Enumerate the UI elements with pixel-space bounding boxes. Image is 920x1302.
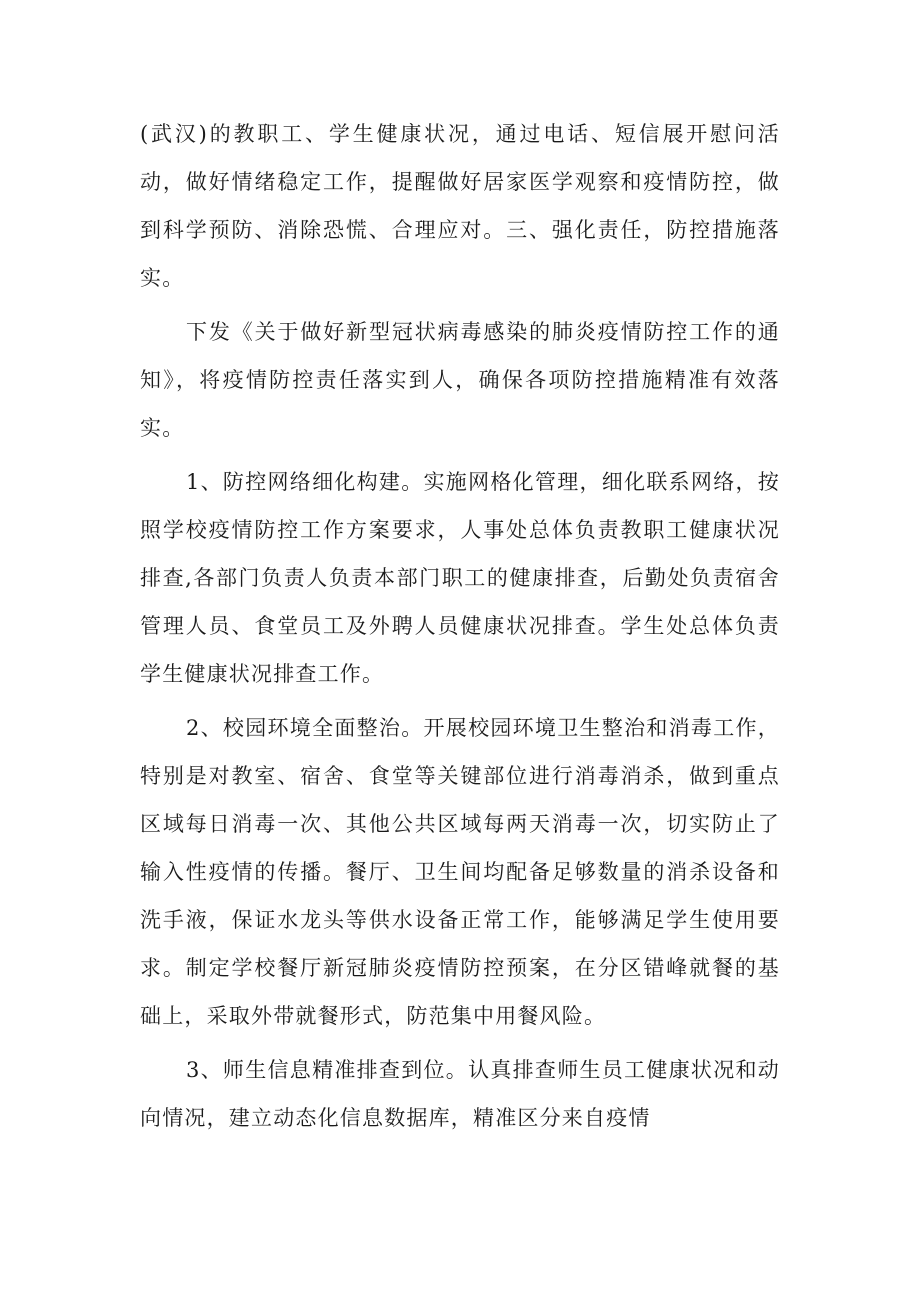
paragraph-2: 下发《关于做好新型冠状病毒感染的肺炎疫情防控工作的通知》，将疫情防控责任落实到人，确保各项防控措施精准有效落 实。 — [140, 320, 780, 440]
paragraph-4: 2、校园环境全面整治。开展校园环境卫生整治和消毒工作，特别是对教室、宿舍、食堂等关键部位进行消毒消杀，做到重点区域每日消毒一次、其他公共区域每两天消毒一次，切实防止了输入性疫情的传播。餐厅、卫生间均配备足够数量的消杀设备和洗手液，保证水龙头等供水设备正常工作，能够满足学生使用要求。制定学校餐厅新冠肺炎疫情防控预案，在分区错峰就餐的基础上，采取外带就餐形式，防范集中用餐风险。 — [140, 716, 780, 1028]
paragraph-5: 3、师生信息精准排查到位。认真排查师生员工健康状况和动向情况，建立动态化信息数据库，精准区分来自疫情 — [140, 1058, 780, 1130]
paragraph-1: (武汉)的教职工、学生健康状况，通过电话、短信展开慰问活动，做好情绪稳定工作，提醒做好居家医学观察和疫情防控，做到科学预防、消除恐慌、合理应对。三、强化责任，防控措施落实。 — [140, 122, 780, 290]
paragraph-3: 1、防控网络细化构建。实施网格化管理，细化联系网络，按照学校疫情防控工作方案要求，人事处总体负责教职工健康状况排查,各部门负责人负责本部门职工的健康排查，后勤处负责宿舍管理人员、食堂员工及外聘人员健康状况排查。学生处总体负责学生健康状况排查工作。 — [140, 470, 780, 686]
document-body — [140, 110, 780, 1148]
